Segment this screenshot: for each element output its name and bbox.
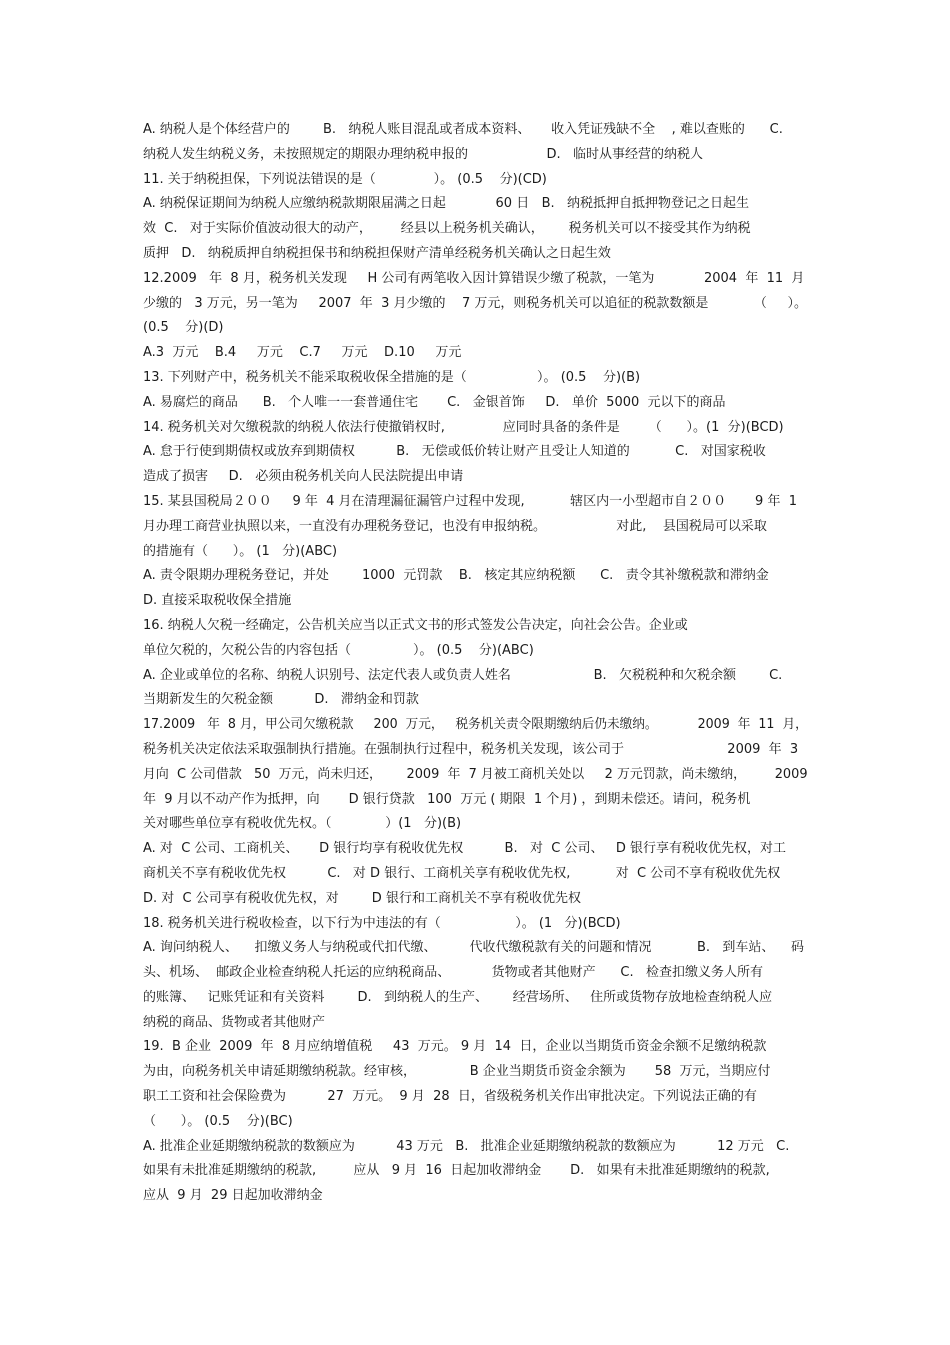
question-14: 14. 税务机关对欠缴税款的纳税人依法行使撤销权时, 应同时具备的条件是 （ ）。(1 分)(BCD) (143, 419, 784, 435)
text-line: A. 对 C 公司、工商机关、 D 银行均享有税收优先权 B. 对 C 公司、 D 银行享有税收优先权，对工 (143, 841, 786, 857)
question-15: 15. 某县国税局２００ 9 年 4 月在清理漏征漏管户过程中发现, 辖区内一小型超市自２００ 9 年 1 (143, 493, 797, 509)
text-line: 效 C. 对于实际价值波动很大的动产， 经县以上税务机关确认， 税务机关可以不接受其作为纳税 (143, 221, 751, 237)
text-line: D. 直接采取税收保全措施 (143, 593, 292, 609)
text-line: 头、机场、 邮政企业检查纳税人托运的应纳税商品、 货物或者其他财产 C. 检查扣缴义务人所有 (143, 965, 763, 981)
question-19: 19. B 企业 2009 年 8 月应纳增值税 43 万元。 9 月 14 日，企业以当期货币资金余额不足缴纳税款 (143, 1039, 767, 1055)
text-line: 年 9 月以不动产作为抵押，向 D 银行贷款 100 万元 ( 期限 1 个月) ，到期未偿还。请问，税务机 (143, 791, 751, 807)
text-line: 少缴的 3 万元，另一笔为 2007 年 3 月少缴的 7 万元，则税务机关可以追征的税款数额是 （ ）。 (143, 295, 808, 311)
text-line: 当期新发生的欠税金额 D. 滞纳金和罚款 (143, 692, 419, 708)
text-line: A. 批准企业延期缴纳税款的数额应为 43 万元 B. 批准企业延期缴纳税款的数额应为 12 万元 C. (143, 1138, 790, 1154)
text-line: 职工工资和社会保险费为 27 万元。 9 月 28 日，省级税务机关作出审批决定。下列说法正确的有 (143, 1089, 757, 1105)
text-line: 如果有未批准延期缴纳的税款, 应从 9 月 16 日起加收滞纳金 D. 如果有未批准延期缴纳的税款, (143, 1163, 770, 1179)
text-line: A. 怠于行使到期债权或放弃到期债权 B. 无偿或低价转让财产且受让人知道的 C. 对国家税收 (143, 444, 766, 460)
text-line: (0.5 分)(D) (143, 320, 224, 336)
text-line: 的账簿、 记账凭证和有关资料 D. 到纳税人的生产、 经营场所、 住所或货物存放地检查纳税人应 (143, 989, 773, 1005)
text-line: 关对哪些单位享有税收优先权。（ ）(1 分)(B) (143, 816, 462, 832)
text-line: D. 对 C 公司享有税收优先权，对 D 银行和工商机关不享有税收优先权 (143, 890, 581, 906)
question-12: 12.2009 年 8 月，税务机关发现 H 公司有两笔收入因计算错误少缴了税款，一笔为 2004 年 11 月 (143, 270, 805, 286)
text-line: 税务机关决定依法采取强制执行措施。在强制执行过程中，税务机关发现，该公司于 2009 年 3 (143, 741, 799, 757)
text-line: （ ）。 (0.5 分)(BC) (143, 1113, 293, 1129)
question-17: 17.2009 年 8 月，甲公司欠缴税款 200 万元， 税务机关责令限期缴纳后仍未缴纳。 2009 年 11 月， (143, 717, 808, 733)
text-line: A.3 万元 B.4 万元 C.7 万元 D.10 万元 (143, 345, 462, 361)
text-line: 月办理工商营业执照以来，一直没有办理税务登记，也没有申报纳税。 对此, 县国税局可以采取 (143, 518, 767, 534)
text-line: A. 企业或单位的名称、纳税人识别号、法定代表人或负责人姓名 B. 欠税税种和欠税余额 C. (143, 667, 783, 683)
question-16: 16. 纳税人欠税一经确定，公告机关应当以正式文书的形式签发公告决定，向社会公告。企业或 (143, 617, 688, 633)
text-line: 为由，向税务机关申请延期缴纳税款。经审核， B 企业当期货币资金余额为 58 万元，当期应付 (143, 1064, 771, 1080)
question-11: 11. 关于纳税担保，下列说法错误的是（ ）。 (0.5 分)(CD) (143, 171, 547, 187)
text-line: 应从 9 月 29 日起加收滞纳金 (143, 1188, 323, 1204)
document-body (143, 118, 808, 1209)
question-18: 18. 税务机关进行税收检查，以下行为中违法的有（ ）。 (1 分)(BCD) (143, 915, 621, 931)
text-line: 商机关不享有税收优先权 C. 对 D 银行、工商机关享有税收优先权, 对 C 公司不享有税收优先权 (143, 865, 781, 881)
text-line: 纳税人发生纳税义务，未按照规定的期限办理纳税申报的 D. 临时从事经营的纳税人 (143, 146, 704, 162)
text-line: A. 纳税人是个体经营户的 B. 纳税人账目混乱或者成本资料、 收入凭证残缺不全 , 难以查账的 C. (143, 122, 783, 137)
text-line: A. 询问纳税人、 扣缴义务人与纳税或代扣代缴、 代收代缴税款有关的问题和情况 B. 到车站、 码 (143, 940, 804, 956)
text-line: A. 责令限期办理税务登记，并处 1000 元罚款 B. 核定其应纳税额 C. 责令其补缴税款和滞纳金 (143, 568, 769, 584)
text-line: 造成了损害 D. 必须由税务机关向人民法院提出申请 (143, 469, 464, 485)
text-line: A. 易腐烂的商品 B. 个人唯一一套普通住宅 C. 金银首饰 D. 单价 5000 元以下的商品 (143, 394, 726, 410)
text-line: 质押 D. 纳税质押自纳税担保书和纳税担保财产清单经税务机关确认之日起生效 (143, 245, 611, 261)
text-line: 纳税的商品、货物或者其他财产 (143, 1014, 326, 1030)
text-line: A. 纳税保证期间为纳税人应缴纳税款期限届满之日起 60 日 B. 纳税抵押自抵押物登记之日起生 (143, 196, 750, 212)
text-line: 月向 C 公司借款 50 万元，尚未归还， 2009 年 7 月被工商机关处以 2 万元罚款，尚未缴纳， 2009 (143, 766, 808, 782)
text-line: 的措施有（ ）。 (1 分)(ABC) (143, 543, 338, 559)
text-line: 单位欠税的，欠税公告的内容包括（ ）。 (0.5 分)(ABC) (143, 642, 534, 658)
question-13: 13. 下列财产中，税务机关不能采取税收保全措施的是（ ）。 (0.5 分)(B) (143, 369, 641, 385)
